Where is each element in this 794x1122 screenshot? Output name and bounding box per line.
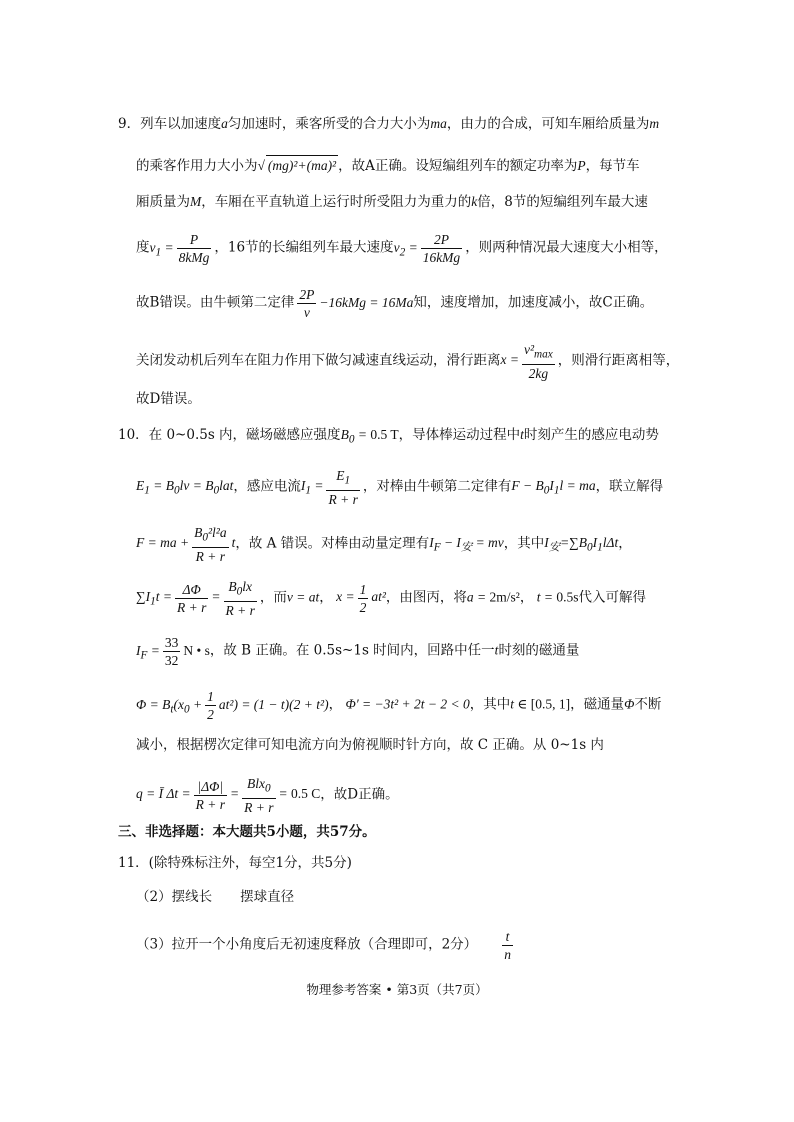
section-heading: 三、非选择题：本大题共5小题，共57分。: [118, 824, 376, 840]
math: v = at: [286, 589, 320, 605]
math: $\Phi = B_t(x_0$ + $\frac{1}{2}$ at²) = (1 − t)(2 + t²): [136, 689, 329, 722]
q9-line-6: 关闭发动机后列车在阻力作用下做匀减速直线运动，滑行距离x = $\frac{v^2_{max}}{2kg}$ ，则滑行距离相等，: [136, 342, 680, 381]
math: $E_1 = B_0lv = B_0lat$: [136, 478, 234, 498]
q10-line-3: F = ma + $\frac{B_0^2l^2a}{R + r}$ t，故 A 错误。对棒由动量定理有$I_F - I_安$ = mv，其中$I_安=\sum B_0I_1l\Delta t$，: [136, 525, 632, 564]
q9-line-2: 的乘客作用力大小为√ (mg)²+(ma)² ，故A正确。设短编组列车的额定功率为P，每节车: [136, 155, 640, 176]
q10-line-5: $I_F$ = $\frac{33}{32}$ N • s，故 B 正确。在 0.5s~1s 时间内，回路中任一t时刻的磁通量: [136, 635, 580, 668]
math: $\frac{2P}{v}$ −16kMg = 16Ma: [299, 287, 414, 320]
math-sqrt: √ (mg)²+(ma)²: [258, 158, 339, 173]
q10-line-8: q = Ī Δt = $\frac{|\Delta\Phi|}{R + r}$ = $\frac{Blx_0}{R + r}$ = 0.5 C，故D正确。: [136, 776, 399, 815]
q11-sub-2: （2）摆线长 摆球直径: [136, 889, 295, 905]
math: $\frac{t}{n}$: [504, 929, 511, 962]
math: Φ: [624, 696, 635, 712]
math: m: [649, 116, 660, 131]
math: $v_2$ = $\frac{2P}{\text{16kMg}}$: [393, 232, 461, 265]
q10-line-2: $E_1 = B_0lv = B_0lat$，感应电流$I_1$ = $\frac{E_1}{R + r}$ ，对棒由牛顿第二定律有$F - B_0I_1l$ = ma，联立解得: [136, 468, 664, 507]
math: $I_1$ = $\frac{E_1}{R + r}$: [300, 468, 358, 507]
q9-line-3: 厢质量为M，车厢在平直轨道上运行时所受阻力为重力的k倍，8节的短编组列车最大速: [136, 194, 648, 210]
page-footer: 物理参考答案 • 第3页（共7页）: [306, 982, 488, 997]
math: ma: [430, 116, 447, 131]
q9-line-4: 度$v_1$ = $\frac{P}{\text{8kMg}}$ ，16节的长编组列车最大速度$v_2$ = $\frac{2P}{\text{16kMg}}$ ，则两种情况最大速度大小相等，: [136, 232, 668, 265]
math: $I_F - I_安$ = mv: [429, 535, 504, 555]
math: $I_安=\sum B_0I_1l\Delta t$: [544, 535, 619, 555]
math: Φ′ = −3t² + 2t − 2 < 0: [345, 696, 470, 712]
math: P: [577, 158, 586, 173]
q11-heading: 11．(除特殊标注外，每空1分，共5分): [118, 855, 352, 871]
q9-line-5: 故B错误。由牛顿第二定律 $\frac{2P}{v}$ −16kMg = 16Ma知，速度增加，加速度减小，故C正确。: [136, 287, 654, 320]
q11-sub-3: （3）拉开一个小角度后无初速度释放（合理即可，2分） $\frac{t}{n}$: [136, 928, 516, 963]
q10-line-6: $\Phi = B_t(x_0$ + $\frac{1}{2}$ at²) = (1 − t)(2 + t²)， Φ′ = −3t² + 2t − 2 < 0，其中t ∈ [0.5, 1]，磁通量Φ不断: [136, 689, 662, 722]
math: $v_1$ = $\frac{P}{\text{8kMg}}$: [149, 232, 210, 265]
q10-line-1: 10．在 0~0.5s 内，磁场磁感应强度$B_0 = 0.5$ T，导体棒运动过程中t时刻产生的感应电动势: [118, 427, 659, 446]
math: M: [190, 194, 202, 209]
q10-line-4: $\sum I_1t$ = $\frac{\Delta\Phi}{R + r}$ = $\frac{B_0lx}{R + r}$ ，而v = at， x = $\frac{1}{2}$ at²，由图丙，将a = 2m/s²， t = 0.5s代入可解得: [136, 579, 646, 618]
math: a: [221, 116, 228, 131]
math: $B_0 = 0.5$ T: [340, 427, 399, 446]
math: a = 2m/s²: [466, 589, 520, 605]
math: t: [494, 642, 499, 658]
math: t: [520, 427, 524, 442]
math: $\sum I_1t$ = $\frac{\Delta\Phi}{R + r}$ = $\frac{B_0lx}{R + r}$: [136, 579, 255, 618]
math: F = ma + $\frac{B_0^2l^2a}{R + r}$ t: [136, 525, 236, 564]
math: $F - B_0I_1l$ = ma: [511, 478, 596, 498]
math: x = $\frac{1}{2}$ at²: [336, 581, 386, 615]
math: $I_F$ = $\frac{33}{32}$ N • s: [136, 635, 210, 668]
math: q = Ī Δt = $\frac{|\Delta\Phi|}{R + r}$ = $\frac{Blx_0}{R + r}$ = 0.5 C: [136, 776, 321, 815]
math: k: [471, 194, 478, 209]
q9-line-1: 9．列车以加速度a匀加速时，乘客所受的合力大小为ma，由力的合成，可知车厢给质量为m: [118, 116, 660, 132]
math: x = $\frac{v^2_{max}}{2kg}$: [500, 342, 553, 381]
math: t ∈ [0.5, 1]: [510, 696, 571, 712]
q10-line-7: 减小，根据楞次定律可知电流方向为俯视顺时针方向，故 C 正确。从 0~1s 内: [136, 737, 604, 753]
math: t = 0.5s: [536, 589, 579, 605]
q9-line-7: 故D错误。: [136, 391, 201, 407]
